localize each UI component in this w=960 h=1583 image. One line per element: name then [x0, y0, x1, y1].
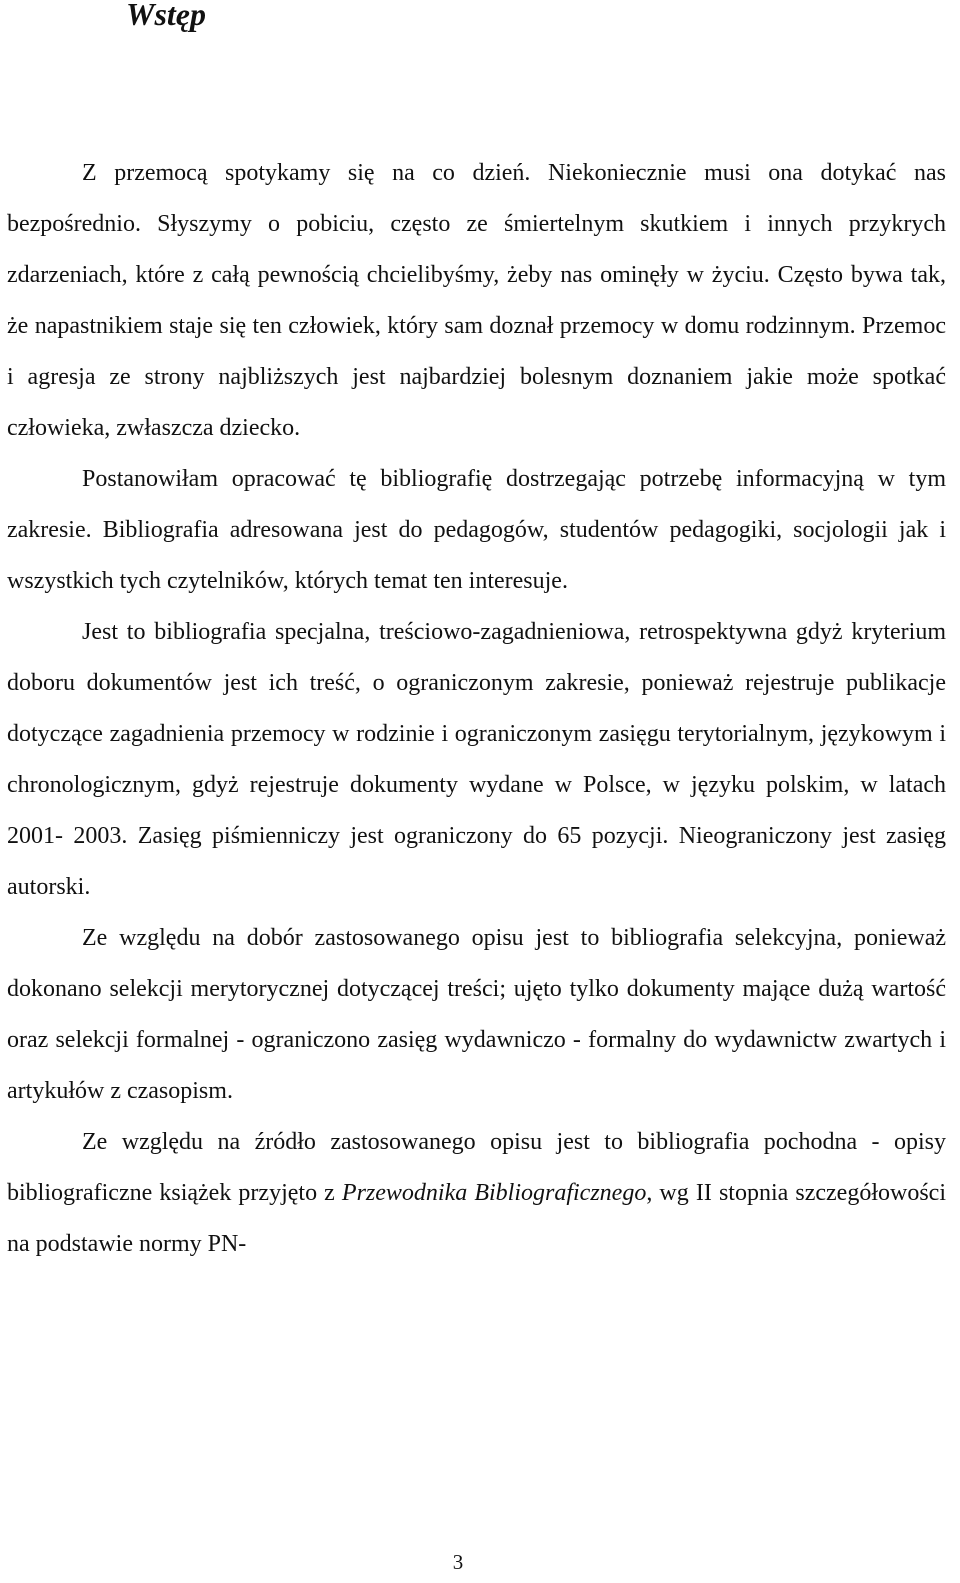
paragraph-scope: Jest to bibliografia specjalna, treściowo-zagadnieniowa, retrospektywna gdyż kryterium doboru dokumentów jest ich treść, o ograniczonym zakresie, ponieważ rejestruje publikacje dotyczące zagadnienia przemocy w rodzinie i ograniczonym zasięgu terytorialnym, językowym i chronologicznym, gdyż rejestruje dokumenty wydane w Polsce, w języku polskim, w latach 2001- 2003. Zasięg piśmienniczy jest ograniczony do 65 pozycji. Nieograniczony jest zasięg autorski.: [7, 619, 946, 900]
paragraph-source-text-end: , wg II stopnia szczegółowości na podstawie normy PN-: [7, 1180, 946, 1257]
paragraph-intro: Z przemocą spotykamy się na co dzień. Niekoniecznie musi ona dotykać nas bezpośrednio. Słyszymy o pobiciu, często ze śmiertelnym skutkiem i innych przykrych zdarzeniach, które z całą pewnością chcielibyśmy, żeby nas ominęły w życiu. Często bywa tak, że napastnikiem staje się ten człowiek, który sam doznał przemocy w domu rodzinnym. Przemoc i agresja ze strony najbliższych jest najbardziej bolesnym doznaniem jakie może spotkać człowieka, zwłaszcza dziecko.: [7, 160, 946, 441]
paragraph-source: [7, 1117, 946, 1270]
paragraph-purpose: Postanowiłam opracować tę bibliografię dostrzegając potrzebę informacyjną w tym zakresie. Bibliografia adresowana jest do pedagogów, studentów pedagogiki, socjologii jak i wszystkich tych czytelników, których temat ten interesuje.: [7, 466, 946, 594]
cited-title: Przewodnika Bibliograficznego: [341, 1180, 647, 1206]
paragraph-source-text: Ze względu na źródło zastosowanego opisu jest to bibliografia pochodna - opisy bibliograficzne książek przyjęto z: [7, 1129, 946, 1206]
paragraph-selection: Ze względu na dobór zastosowanego opisu jest to bibliografia selekcyjna, ponieważ dokonano selekcji merytorycznej dotyczącej treści; ujęto tylko dokumenty mające dużą wartość oraz selekcji formalnej - ograniczono zasięg wydawniczo - formalny do wydawnictw zwartych i artykułów z czasopism.: [7, 925, 946, 1104]
page-title: Wstęp: [126, 0, 206, 32]
document-body: [7, 148, 946, 1270]
page-number: 3: [452, 1550, 464, 1574]
